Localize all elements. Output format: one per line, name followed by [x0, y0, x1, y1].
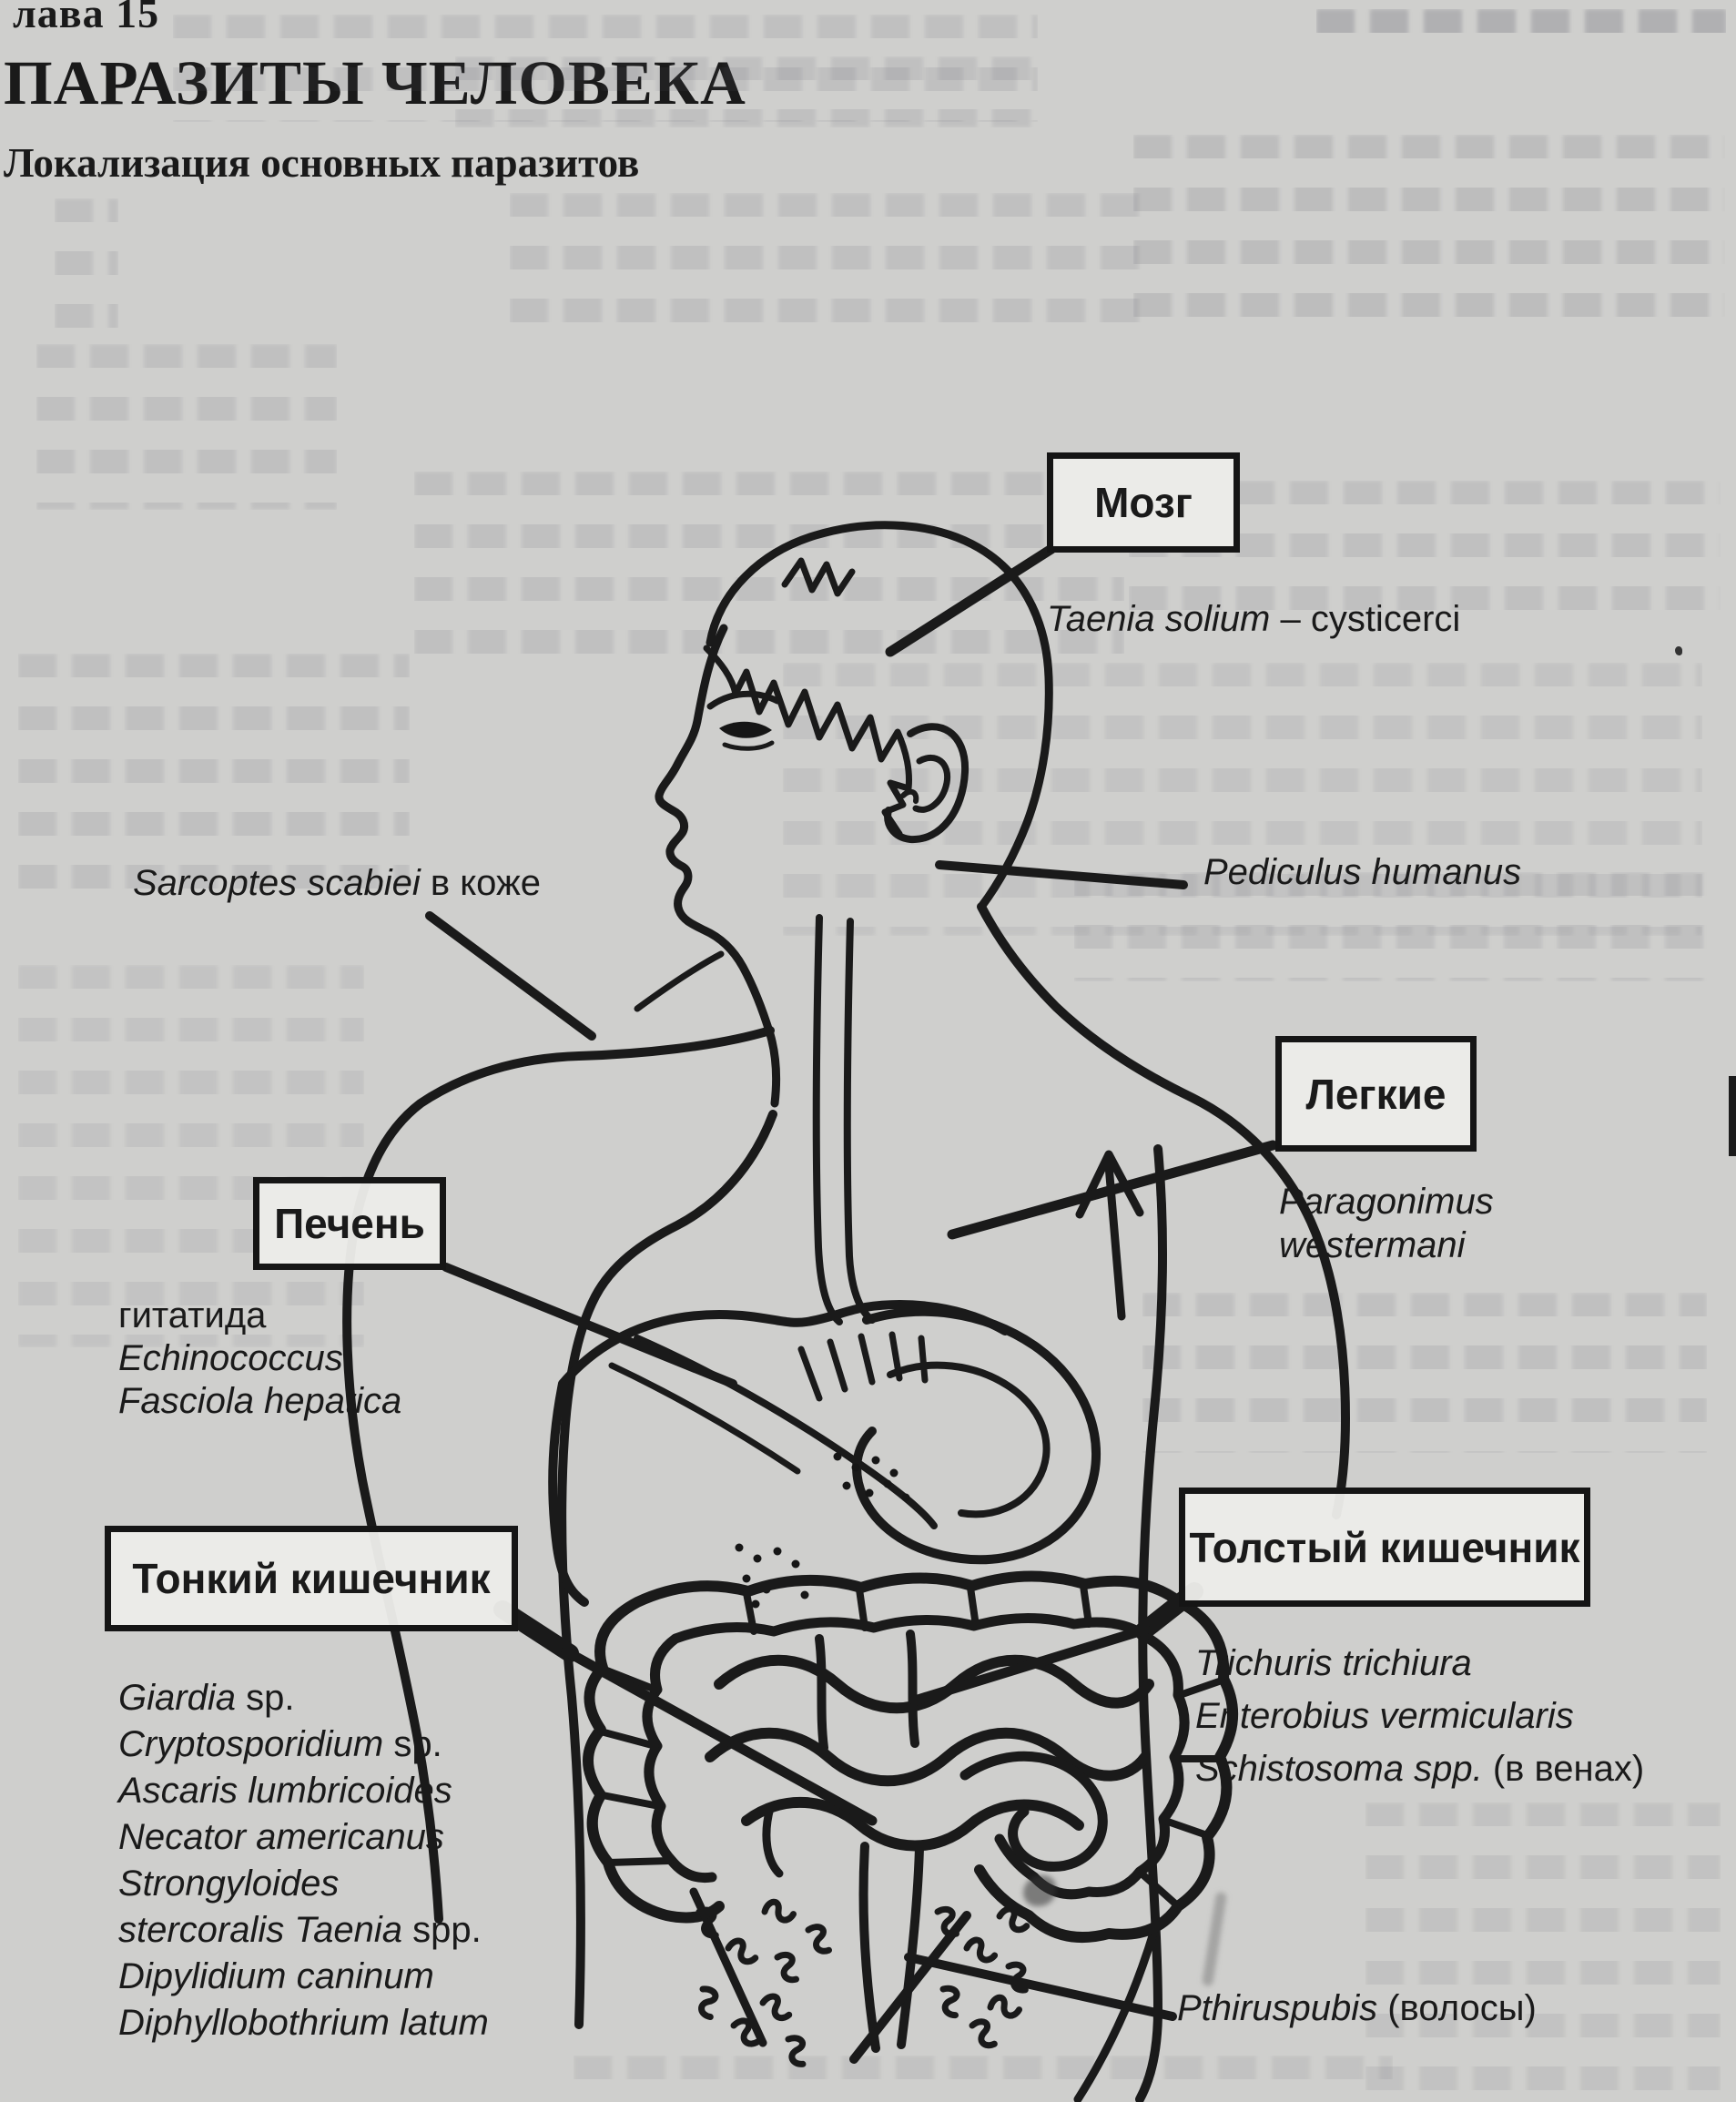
small-intestine-connectors: [819, 1634, 915, 1748]
liver-parasite-list: [118, 1295, 401, 1423]
list-item: Schistosoma spp. (в венах): [1195, 1749, 1645, 1789]
small-intestine-coil-3: [746, 1802, 1079, 1846]
lungs-parasite-list: [1279, 1180, 1494, 1267]
hairline-fringe: [706, 648, 909, 834]
ear-inner-curve: [916, 757, 948, 809]
list-item: stercoralis Taenia spp.: [118, 1910, 482, 1950]
left-torso-line: [562, 1114, 773, 2025]
list-item: westermani: [1279, 1225, 1466, 1265]
pubic-louse-label: Pthiruspubis (волосы): [1177, 1988, 1537, 2028]
crown-hair-strokes: [785, 561, 852, 594]
list-item: гитатида: [118, 1295, 267, 1335]
scan-artifact-edge-bar: [1729, 1076, 1736, 1156]
leader-line-skin-mite: [430, 916, 592, 1036]
list-item: Echinococcus: [118, 1338, 343, 1378]
groin-stroke-left: [694, 1892, 763, 2043]
list-item: Dipylidium caninum: [118, 1956, 434, 1996]
page-subtitle: Локализация основных паразитов: [4, 140, 640, 186]
esophagus-line-2: [848, 921, 872, 1320]
scan-artifact-dot: [1675, 646, 1682, 655]
small-intestine-coil-1: [719, 1660, 1149, 1709]
list-item: Ascaris lumbricoides: [118, 1771, 452, 1811]
list-item: Fasciola hepatica: [118, 1381, 402, 1421]
eyebrow: [710, 694, 777, 706]
liver-label-box: Печень: [253, 1177, 446, 1270]
large-intestine-label-box: Толстый кишечник: [1179, 1488, 1590, 1607]
list-item: Necator americanus: [118, 1817, 444, 1857]
abdominal-organs: [553, 1305, 1233, 2048]
brain-parasite-label: Taenia solium – cysticerci: [1047, 599, 1461, 639]
small-intestine-label-box: Тонкий кишечник: [105, 1526, 518, 1631]
arm-arrow-mark: [1080, 1154, 1140, 1316]
eye: [719, 722, 772, 738]
liver-edge-line-2: [612, 1366, 797, 1471]
list-item: Trichuris trichiura: [1195, 1643, 1472, 1683]
list-item: Enterobius vermicularis: [1195, 1696, 1574, 1736]
list-item: Cryptosporidium sp.: [118, 1724, 442, 1764]
lower-eyelid-line: [725, 743, 772, 748]
lungs-label-box: Легкие: [1275, 1036, 1477, 1152]
list-item: Strongyloides: [118, 1863, 340, 1904]
appendix: [766, 1808, 779, 1874]
head: [637, 525, 1049, 1103]
jaw-shadow-line: [637, 954, 721, 1009]
large-intestine-parasite-list: [1195, 1637, 1644, 1795]
skin-mite-label: Sarcoptes scabiei в коже: [133, 863, 541, 903]
brain-label-box: Мозг: [1047, 452, 1240, 553]
head-louse-label: Pediculus humanus: [1203, 852, 1522, 892]
list-item: Diphyllobothrium latum: [118, 2003, 489, 2043]
ear-tragus: [903, 792, 916, 801]
chapter-heading: лава 15: [13, 0, 160, 36]
esophagus-line-1: [817, 918, 839, 1322]
list-item: Giardia sp.: [118, 1678, 295, 1718]
page-title: ПАРАЗИТЫ ЧЕЛОВЕКА: [4, 48, 746, 117]
stomach-inner-curve: [890, 1366, 1047, 1515]
small-intestine-parasite-list: [118, 1675, 489, 2046]
leader-line-large-intestine: [915, 1630, 1145, 1701]
list-item: Paragonimus: [1279, 1182, 1494, 1222]
right-groin-line: [1078, 1930, 1154, 2099]
leader-line-liver: [446, 1267, 733, 1384]
leader-line-head-louse: [939, 865, 1183, 885]
